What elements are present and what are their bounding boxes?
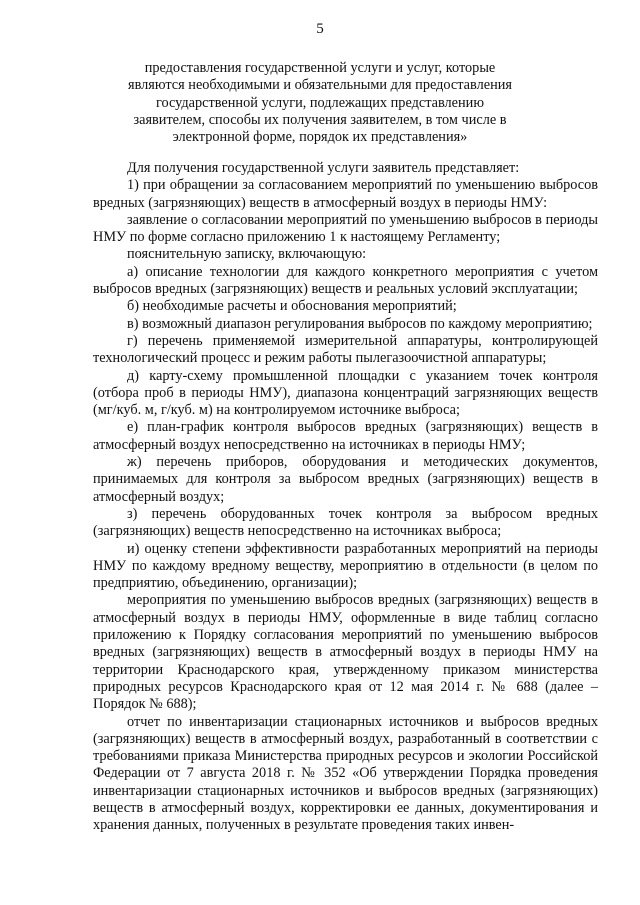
paragraph-sub-z: з) перечень оборудованных точек контроля за выбросом вредных (загрязняющих) веществ непосредственно на источниках выброса; (93, 505, 598, 540)
paragraph-measures: мероприятия по уменьшению выбросов вредных (загрязняющих) веществ в атмосферный воздух в периоды НМУ, оформленные в виде таблиц согласно приложению к Порядку согласования мероприятий по уменьшению выбросов вредных (загрязняющих) веществ в атмосферный воздух в периоды НМУ на территории Краснодарского края, утвержденному приказом министерства природных ресурсов Краснодарского края от 12 мая 2014 г. № 688 (далее – Порядок № 688); (93, 592, 598, 713)
paragraph-explanatory-note: пояснительную записку, включающую: (127, 246, 367, 263)
paragraph-sub-g: г) перечень применяемой измерительной аппаратуры, контролирующей технологический процесс и режим работы пылегазоочистной аппаратуры; (93, 332, 598, 367)
section-heading: предоставления государственной услуги и услуг, которые являются необходимыми и обязательными для предоставления государственной услуги, подлежащих представлению заявителем, способы их получения заявителем, в том числе в электронной форме, порядок их представления» (128, 60, 512, 146)
paragraph-inventory-report: отчет по инвентаризации стационарных источников и выбросов вредных (загрязняющих) веществ в атмосферный воздух, разработанный в соответствии с требованиями приказа Министерства природных ресурсов и экологии Российской Федерации от 7 августа 2018 г. № 352 «Об утверждении Порядка проведения инвентаризации стационарных источников и выбросов вредных (загрязняющих) веществ в атмосферный воздух, корректировки ее данных, документирования и хранения данных, полученных в результате проведения таких инвен- (93, 713, 598, 834)
page-number: 5 (316, 21, 324, 37)
body-text (93, 160, 598, 835)
paragraph-sub-a: а) описание технологии для каждого конкретного мероприятия с учетом выбросов вредных (загрязняющих) веществ и реальных условий эксплуатации; (93, 263, 598, 298)
paragraph-sub-i: и) оценку степени эффективности разработанных мероприятий на периоды НМУ по каждому вредному веществу, мероприятию в отдельности (в целом по предприятию, объединению, организации); (93, 540, 598, 592)
paragraph-sub-b: б) необходимые расчеты и обоснования мероприятий; (127, 298, 457, 315)
paragraph-sub-d: д) карту-схему промышленной площадки с указанием точек контроля (отбора проб в периоды НМУ), диапазона концентраций загрязняющих веществ (мг/куб. м, г/куб. м) на контролируемом источнике выброса; (93, 367, 598, 419)
paragraph-item-1: 1) при обращении за согласованием мероприятий по уменьшению выбросов вредных (загрязняющих) веществ в атмосферный воздух в периоды НМУ: (93, 177, 598, 211)
paragraph-sub-e: е) план-график контроля выбросов вредных (загрязняющих) веществ в атмосферный воздух непосредственно на источниках в периоды НМУ; (93, 419, 598, 453)
paragraph-sub-v: в) возможный диапазон регулирования выбросов по каждому мероприятию; (127, 315, 593, 332)
paragraph-intro: Для получения государственной услуги заявитель представляет: (127, 160, 520, 176)
paragraph-application: заявление о согласовании мероприятий по уменьшению выбросов в периоды НМУ по форме согласно приложению 1 к настоящему Регламенту; (93, 211, 598, 246)
paragraph-sub-zh: ж) перечень приборов, оборудования и методических документов, принимаемых для контроля за выбросом вредных (загрязняющих) веществ в атмосферный воздух; (93, 454, 598, 505)
